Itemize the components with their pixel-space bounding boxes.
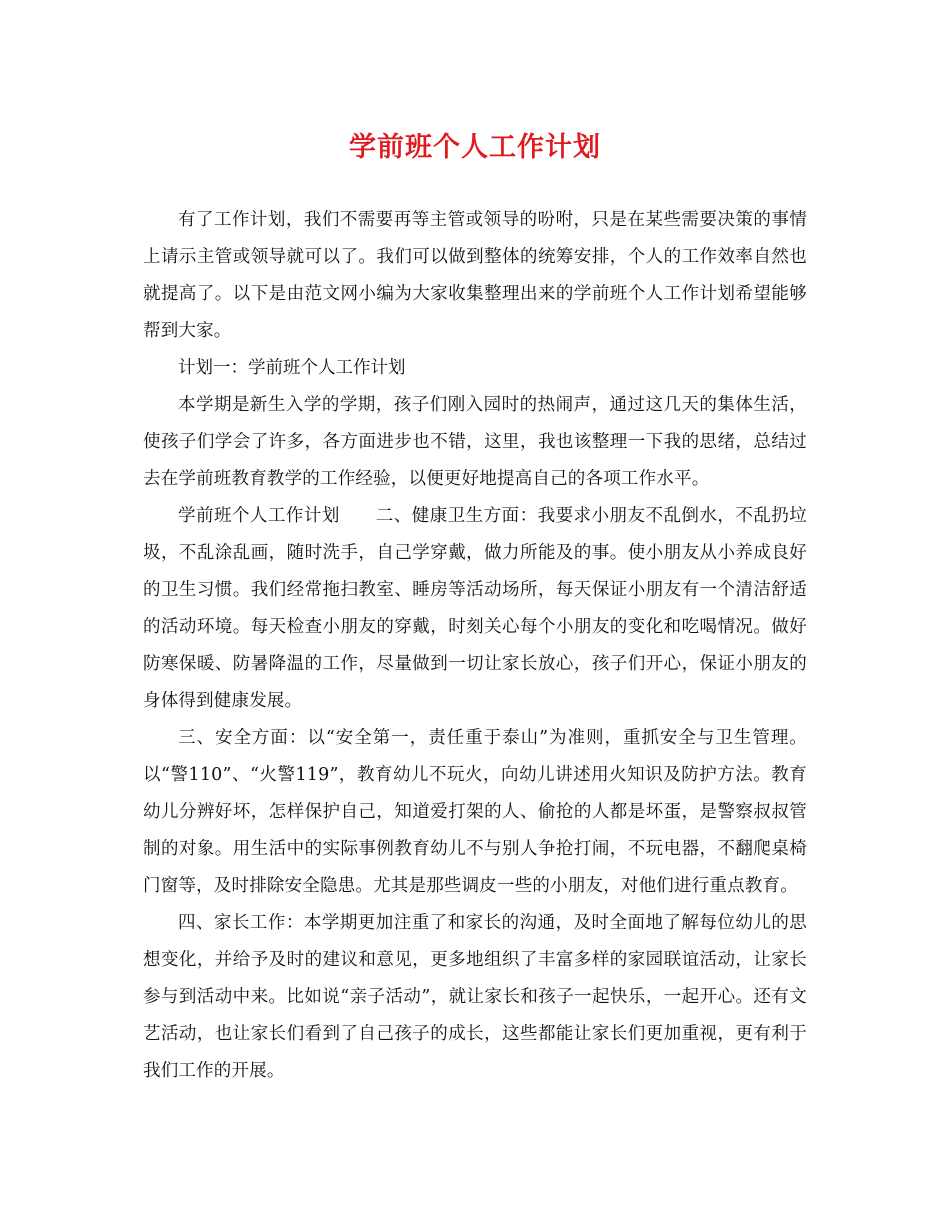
document-title: 学前班个人工作计划: [349, 132, 601, 163]
document-body: [143, 202, 807, 1090]
plan-one-heading: 计划一：学前班个人工作计划: [178, 358, 406, 378]
health-hygiene-paragraph: 学前班个人工作计划 二、健康卫生方面：我要求小朋友不乱倒水，不乱扔垃圾，不乱涂乱画，随时洗手，自己学穿戴，做力所能及的事。使小朋友从小养成良好的卫生习惯。我们经常拖扫教室、睡房等活动场所，每天保证小朋友有一个清洁舒适的活动环境。每天检查小朋友的穿戴，时刻关心每个小朋友的变化和吃喝情况。做好防寒保暖、防暑降温的工作，尽量做到一切让家长放心，孩子们开心，保证小朋友的身体得到健康发展。: [143, 506, 807, 711]
intro-paragraph: 有了工作计划，我们不需要再等主管或领导的吩咐，只是在某些需要决策的事情上请示主管或领导就可以了。我们可以做到整体的统筹安排，个人的工作效率自然也就提高了。以下是由范文网小编为大家收集整理出来的学前班个人工作计划希望能够帮到大家。: [143, 210, 807, 341]
safety-paragraph: 三、安全方面：以“安全第一，责任重于泰山”为准则，重抓安全与卫生管理。以“警110”、“火警119”，教育幼儿不玩火，向幼儿讲述用火知识及防护方法。教育幼儿分辨好坏，怎样保护自己，知道爱打架的人、偷抢的人都是坏蛋，是警察叔叔管制的对象。用生活中的实际事例教育幼儿不与别人争抢打闹，不玩电器，不翻爬桌椅门窗等，及时排除安全隐患。尤其是那些调皮一些的小朋友，对他们进行重点教育。: [143, 728, 807, 896]
parent-work-paragraph: 四、家长工作：本学期更加注重了和家长的沟通，及时全面地了解每位幼儿的思想变化，并给予及时的建议和意见，更多地组织了丰富多样的家园联谊活动，让家长参与到活动中来。比如说“亲子活动”，就让家长和孩子一起快乐，一起开心。还有文艺活动，也让家长们看到了自己孩子的成长，这些都能让家长们更加重视，更有利于我们工作的开展。: [143, 913, 807, 1081]
semester-paragraph: 本学期是新生入学的学期，孩子们刚入园时的热闹声，通过这几天的集体生活，使孩子们学会了许多，各方面进步也不错，这里，我也该整理一下我的思绪，总结过去在学前班教育教学的工作经验，以便更好地提高自己的各项工作水平。: [143, 395, 807, 489]
